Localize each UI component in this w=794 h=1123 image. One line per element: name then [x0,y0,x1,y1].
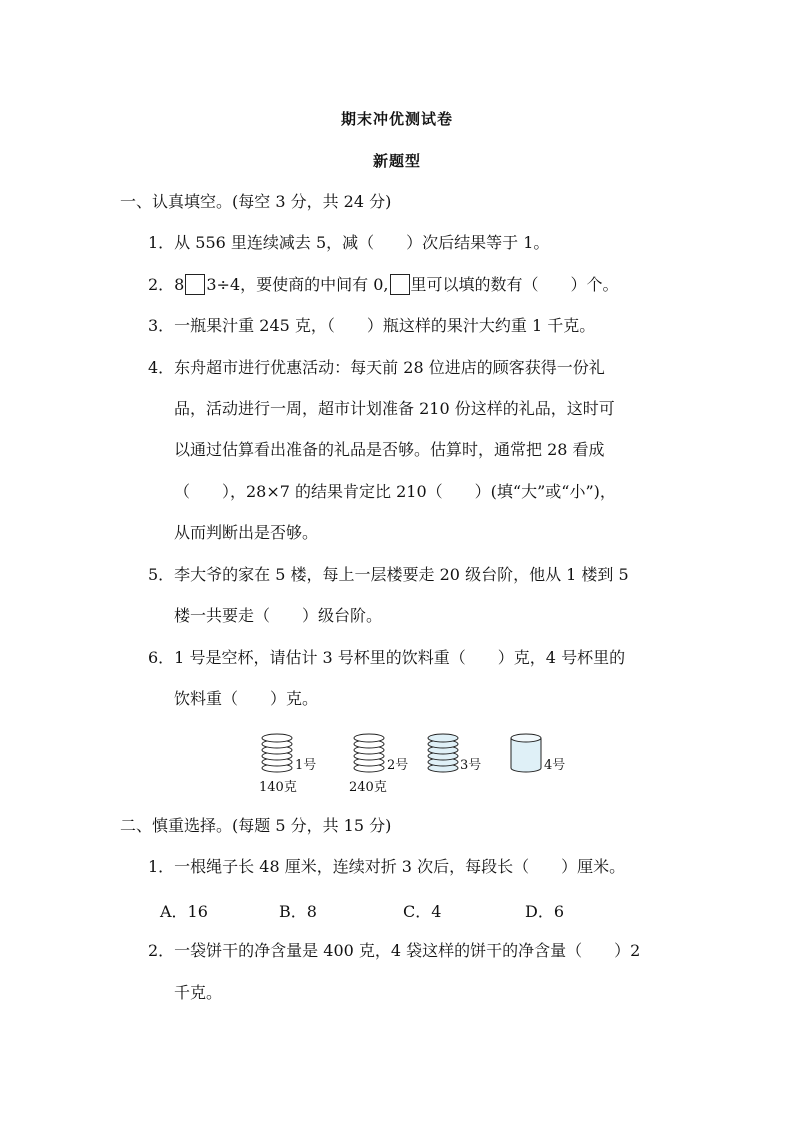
question-1-6-line2: 饮料重（ ）克。 [174,689,319,708]
cups-figure [255,730,585,800]
question-1-4-line4: （ ），28×7 的结果肯定比 210（ ）(填“大”或“小”)， [174,482,616,501]
question-2-2-line2: 千克。 [174,983,223,1002]
option-a: A．16 [160,902,208,921]
section1-heading: 一、认真填空。(每空 3 分，共 24 分) [120,192,392,211]
blank-box [390,274,410,295]
question-1-3: 3．一瓶果汁重 245 克，（ ）瓶这样的果汁大约重 1 千克。 [148,316,596,335]
question-1-4-line3: 以通过估算看出准备的礼品是否够。估算时，通常把 28 看成 [174,440,605,459]
page-title: 期末冲优测试卷 [340,110,453,128]
question-1-6-line1: 6．1 号是空杯，请估计 3 号杯里的饮料重（ ）克，4 号杯里的 [148,648,626,667]
question-1-2 [148,274,619,295]
section2-heading: 二、慎重选择。(每题 5 分，共 15 分) [120,816,392,835]
cup-1-icon [262,734,292,772]
q2-part3: 里可以填的数有（ ）个。 [410,275,619,294]
q2-part1: 2．8 [148,275,185,294]
question-2-1: 1．一根绳子长 48 厘米，连续对折 3 次后，每段长（ ）厘米。 [148,857,626,876]
question-1-4-line5: 从而判断出是否够。 [174,523,319,542]
cup-1-label: 1号 [295,758,317,773]
cup-2-label: 2号 [387,758,409,773]
option-b: B．8 [279,902,317,921]
question-1-4-line1: 4．东舟超市进行优惠活动：每天前 28 位进店的顾客获得一份礼 [148,358,605,377]
question-1-4-line2: 品，活动进行一周，超市计划准备 210 份这样的礼品，这时可 [174,399,615,418]
q2-part2: 3÷4，要使商的中间有 0, [206,275,389,294]
cup-4-label: 4号 [544,758,566,773]
cup-1-weight: 140克 [259,780,297,795]
question-1-5-line1: 5．李大爷的家在 5 楼，每上一层楼要走 20 级台阶，他从 1 楼到 5 [148,565,629,584]
question-1-1: 1．从 556 里连续减去 5，减（ ）次后结果等于 1。 [148,233,550,252]
option-d: D．6 [525,902,565,921]
question-1-5-line2: 楼一共要走（ ）级台阶。 [174,606,383,625]
cup-2-icon [354,734,384,772]
cup-3-label: 3号 [460,758,482,773]
blank-box [185,274,205,295]
option-c: C．4 [403,902,442,921]
cup-4-icon [511,734,541,772]
cup-3-icon [428,734,458,772]
question-2-2-line1: 2．一袋饼干的净含量是 400 克，4 袋这样的饼干的净含量（ ）2 [148,941,641,960]
cup-2-weight: 240克 [349,780,387,795]
page-subtitle: 新题型 [372,152,421,170]
